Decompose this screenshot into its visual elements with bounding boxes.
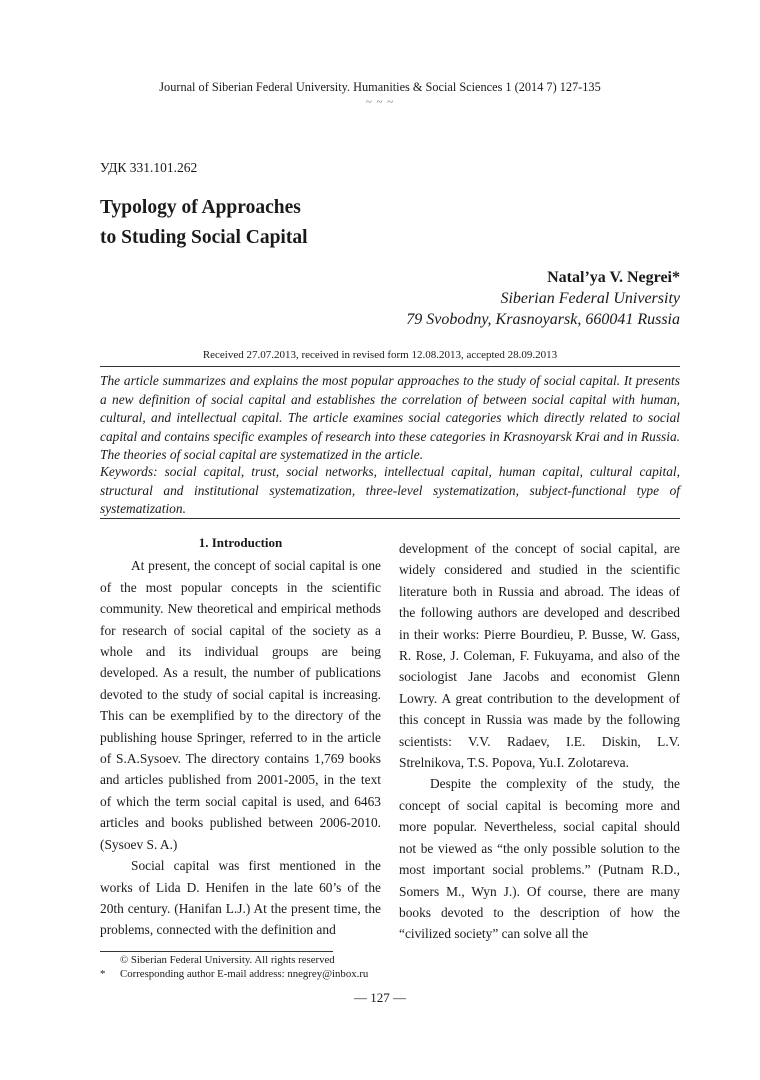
footnotes — [100, 953, 368, 981]
abstract-top-rule — [100, 366, 680, 367]
paragraph: Despite the complexity of the study, the concept of social capital is becoming more and more popular. Nevertheless, social capital should not be viewed as “the only possible solution to the most important social problems.” (Putnam R.D., Somers M., Wyn J.). Of course, there are many books devoted to the description of how the “civilized society” can solve all the — [399, 776, 680, 942]
page-number: — 127 — — [354, 990, 406, 1005]
author-address: 79 Svobodny, Krasnoyarsk, 660041 Russia — [406, 311, 680, 328]
title-line-2: to Studing Social Capital — [100, 227, 308, 248]
author-affiliation: Siberian Federal University — [500, 290, 680, 307]
header-ornament: ~ ~ ~ — [365, 96, 395, 108]
abstract-bottom-rule — [100, 518, 680, 519]
article-title — [100, 193, 308, 253]
author-block — [406, 267, 680, 330]
paragraph: development of the concept of social capital, are widely considered and studied in the scientific literature both in Russia and abroad. The ideas of the following authors are developed and described in their works: Pierre Bourdieu, P. Busse, W. Gass, R. Rose, J. Coleman, F. Fukuyama, and also of the sociologist Jane Jacobs and economist Glenn Lowry. A great contribution to the development of this concept in Russia was made by the following scientists: V.V. Radaev, I.E. Diskin, L.V. Strelnikova, T.S. Popova, Yu.I. Zolotareva. — [399, 541, 680, 771]
corresponding-author-note — [100, 967, 368, 981]
footnote-rule — [100, 951, 333, 952]
received-dates: Received 27.07.2013, received in revised form 12.08.2013, accepted 28.09.2013 — [202, 349, 558, 361]
copyright-text: © Siberian Federal University. All rights reserved — [120, 954, 335, 966]
paragraph: At present, the concept of social capital is one of the most popular concepts in the scientific community. New theoretical and empirical methods for research of social capital of the society as a whole and its individual groups are being developed. As a result, the number of publications devoted to the study of social capital is increasing. This can be exemplified by to the directory of the publishing house Springer, referred to in the article of S.A.Sysoev. The directory contains 1,769 books and articles published from 2001-2005, in the text of which the term social capital is used, and 6463 articles and books published between 2006-2010. (Sysoev S. A.) — [100, 558, 381, 852]
title-line-1: Typology of Approaches — [100, 197, 301, 218]
keywords: Keywords: social capital, trust, social networks, intellectual capital, human capital, cultural capital, structural and institutional systematization, three-level systematization, subject-functional type of systematization. — [100, 464, 680, 517]
body-column-right — [399, 538, 680, 945]
journal-header: Journal of Siberian Federal University. Humanities & Social Sciences 1 (2014 7) 127-135 — [159, 80, 601, 94]
author-name: Natal’ya V. Negrei* — [547, 269, 680, 286]
body-column-left — [100, 532, 381, 941]
footnote-asterisk: * — [100, 968, 106, 980]
section-heading: 1. Introduction — [198, 535, 283, 550]
abstract: The article summarizes and explains the most popular approaches to the study of social capital. It presents a new definition of social capital and establishes the correlation of between social capital with human, cultural, and intellectual capital. The article examines social categories which directly related to social capital and contains specific examples of research into these categories in Krasnoyarsk Krai and in Russia. The theories of social capital are systematized in the article. — [100, 373, 680, 463]
paragraph: Social capital was first mentioned in the works of Lida D. Henifen in the late 60’s of the 20th century. (Hanifan L.J.) At the present time, the problems, connected with the definition and — [100, 858, 381, 938]
udk-code: УДК 331.101.262 — [100, 160, 198, 175]
copyright-note — [100, 953, 368, 967]
corresponding-author-text: Corresponding author E-mail address: nnegrey@inbox.ru — [120, 968, 369, 980]
